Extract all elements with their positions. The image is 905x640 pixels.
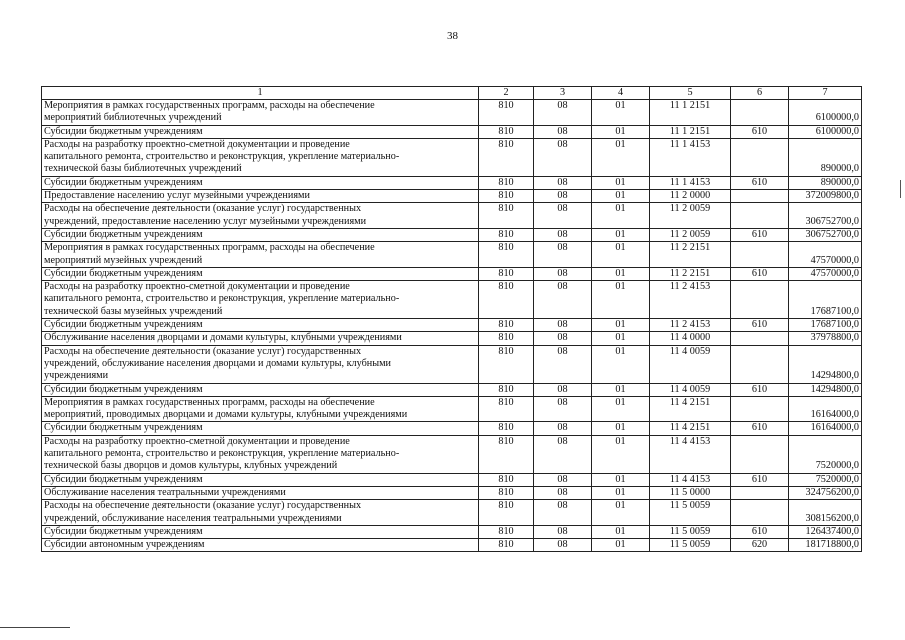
- page-number: 38: [447, 30, 458, 42]
- subsection-code-cell: 01: [592, 242, 650, 268]
- expense-name-cell: [42, 190, 479, 203]
- ministry-code-cell: 810: [479, 242, 534, 268]
- table-row: [42, 435, 862, 473]
- section-code-cell: 08: [534, 281, 592, 319]
- section-code-cell: 08: [534, 176, 592, 189]
- expense-name-line: учреждений, обслуживание населения театральными учреждениями: [44, 512, 342, 524]
- expense-name-cell: [42, 525, 479, 538]
- section-code-cell: 08: [534, 228, 592, 241]
- subsection-code-cell: 01: [592, 383, 650, 396]
- amount-cell: 7520000,0: [789, 435, 862, 473]
- ministry-code-cell: 810: [479, 473, 534, 486]
- table-row: [42, 176, 862, 189]
- table-row: [42, 422, 862, 435]
- expense-name-cell: [42, 332, 479, 345]
- table-row: [42, 345, 862, 383]
- expense-name-cell: [42, 435, 479, 473]
- target-article-cell: 11 2 0000: [650, 190, 731, 203]
- expense-name-line: Расходы на обеспечение деятельности (оказание услуг) государственных: [44, 500, 362, 512]
- ministry-code-cell: 810: [479, 396, 534, 422]
- amount-cell: 16164000,0: [789, 422, 862, 435]
- subsection-code-cell: 01: [592, 176, 650, 189]
- table-row: [42, 267, 862, 280]
- ministry-code-cell: 810: [479, 138, 534, 176]
- subsection-code-cell: 01: [592, 473, 650, 486]
- ministry-code-cell: 810: [479, 345, 534, 383]
- target-article-cell: 11 4 2151: [650, 422, 731, 435]
- expense-type-cell: [731, 332, 789, 345]
- ministry-code-cell: 810: [479, 100, 534, 126]
- expense-name-line: Предоставление населению услуг музейными учреждениями: [44, 190, 310, 202]
- amount-cell: 126437400,0: [789, 525, 862, 538]
- amount-cell: 372009800,0: [789, 190, 862, 203]
- expense-name-cell: [42, 242, 479, 268]
- target-article-cell: 11 1 4153: [650, 138, 731, 176]
- subsection-code-cell: 01: [592, 125, 650, 138]
- target-article-cell: 11 4 0059: [650, 345, 731, 383]
- expense-name-line: Мероприятия в рамках государственных программ, расходы на обеспечение: [44, 396, 375, 408]
- amount-cell: 6100000,0: [789, 100, 862, 126]
- target-article-cell: 11 5 0059: [650, 525, 731, 538]
- ministry-code-cell: 810: [479, 422, 534, 435]
- footnote-rule: [0, 627, 70, 628]
- header-cell-1: 1: [42, 87, 479, 100]
- subsection-code-cell: 01: [592, 203, 650, 229]
- expense-name-cell: [42, 125, 479, 138]
- section-code-cell: 08: [534, 203, 592, 229]
- ministry-code-cell: 810: [479, 435, 534, 473]
- subsection-code-cell: 01: [592, 345, 650, 383]
- expense-name-line: Расходы на обеспечение деятельности (оказание услуг) государственных: [44, 203, 362, 215]
- target-article-cell: 11 1 4153: [650, 176, 731, 189]
- budget-table: [41, 86, 862, 552]
- expense-name-cell: [42, 473, 479, 486]
- expense-type-cell: 610: [731, 125, 789, 138]
- amount-cell: 308156200,0: [789, 500, 862, 526]
- subsection-code-cell: 01: [592, 500, 650, 526]
- ministry-code-cell: 810: [479, 486, 534, 499]
- expense-name-line: капитального ремонта, строительство и реконструкция, укрепление материально-: [44, 448, 400, 460]
- target-article-cell: 11 1 2151: [650, 125, 731, 138]
- expense-type-cell: [731, 500, 789, 526]
- ministry-code-cell: 810: [479, 228, 534, 241]
- expense-name-line: Мероприятия в рамках государственных программ, расходы на обеспечение: [44, 242, 375, 254]
- expense-name-line: Субсидии бюджетным учреждениям: [44, 473, 203, 485]
- expense-type-cell: 620: [731, 539, 789, 552]
- expense-name-line: учреждениями: [44, 370, 109, 382]
- subsection-code-cell: 01: [592, 281, 650, 319]
- subsection-code-cell: 01: [592, 138, 650, 176]
- section-code-cell: 08: [534, 500, 592, 526]
- target-article-cell: 11 5 0000: [650, 486, 731, 499]
- expense-name-cell: [42, 500, 479, 526]
- expense-name-cell: [42, 396, 479, 422]
- subsection-code-cell: 01: [592, 435, 650, 473]
- ministry-code-cell: 810: [479, 190, 534, 203]
- expense-type-cell: 610: [731, 422, 789, 435]
- ministry-code-cell: 810: [479, 383, 534, 396]
- expense-name-line: мероприятий библиотечных учреждений: [44, 112, 222, 124]
- section-code-cell: 08: [534, 125, 592, 138]
- subsection-code-cell: 01: [592, 267, 650, 280]
- subsection-code-cell: 01: [592, 332, 650, 345]
- table-row: [42, 486, 862, 499]
- expense-name-line: Субсидии бюджетным учреждениям: [44, 525, 203, 537]
- expense-type-cell: [731, 396, 789, 422]
- subsection-code-cell: 01: [592, 319, 650, 332]
- expense-type-cell: 610: [731, 525, 789, 538]
- amount-cell: 17687100,0: [789, 319, 862, 332]
- target-article-cell: 11 1 2151: [650, 100, 731, 126]
- table-row: [42, 190, 862, 203]
- section-code-cell: 08: [534, 525, 592, 538]
- table-row: [42, 281, 862, 319]
- expense-type-cell: [731, 281, 789, 319]
- edge-mark: [900, 180, 901, 198]
- table-row: [42, 319, 862, 332]
- subsection-code-cell: 01: [592, 525, 650, 538]
- target-article-cell: 11 2 2151: [650, 242, 731, 268]
- amount-cell: 890000,0: [789, 138, 862, 176]
- header-row: [42, 87, 862, 100]
- section-code-cell: 08: [534, 539, 592, 552]
- ministry-code-cell: 810: [479, 176, 534, 189]
- expense-name-cell: [42, 100, 479, 126]
- header-cell-6: 6: [731, 87, 789, 100]
- amount-cell: 324756200,0: [789, 486, 862, 499]
- amount-cell: 7520000,0: [789, 473, 862, 486]
- expense-name-line: Обслуживание населения театральными учреждениями: [44, 486, 286, 498]
- expense-name-line: Субсидии бюджетным учреждениям: [44, 176, 203, 188]
- section-code-cell: 08: [534, 242, 592, 268]
- expense-type-cell: [731, 435, 789, 473]
- ministry-code-cell: 810: [479, 539, 534, 552]
- target-article-cell: 11 4 0059: [650, 383, 731, 396]
- expense-name-cell: [42, 176, 479, 189]
- ministry-code-cell: 810: [479, 125, 534, 138]
- table-body: [42, 100, 862, 552]
- expense-name-line: Расходы на разработку проектно-сметной документации и проведение: [44, 435, 350, 447]
- subsection-code-cell: 01: [592, 486, 650, 499]
- ministry-code-cell: 810: [479, 500, 534, 526]
- section-code-cell: 08: [534, 138, 592, 176]
- expense-name-line: учреждений, предоставление населению услуг музейными учреждениями: [44, 215, 367, 227]
- table-row: [42, 138, 862, 176]
- expense-name-line: Расходы на разработку проектно-сметной документации и проведение: [44, 281, 350, 293]
- expense-name-line: Расходы на разработку проектно-сметной документации и проведение: [44, 138, 350, 150]
- expense-type-cell: 610: [731, 176, 789, 189]
- expense-type-cell: [731, 203, 789, 229]
- expense-name-cell: [42, 203, 479, 229]
- table-row: [42, 203, 862, 229]
- expense-type-cell: [731, 345, 789, 383]
- expense-type-cell: [731, 190, 789, 203]
- section-code-cell: 08: [534, 100, 592, 126]
- expense-name-line: Субсидии бюджетным учреждениям: [44, 228, 203, 240]
- expense-name-line: Обслуживание населения дворцами и домами культуры, клубными учреждениями: [44, 332, 402, 344]
- subsection-code-cell: 01: [592, 422, 650, 435]
- table-header: [42, 87, 862, 100]
- amount-cell: 6100000,0: [789, 125, 862, 138]
- section-code-cell: 08: [534, 435, 592, 473]
- ministry-code-cell: 810: [479, 319, 534, 332]
- expense-type-cell: 610: [731, 473, 789, 486]
- target-article-cell: 11 4 4153: [650, 473, 731, 486]
- section-code-cell: 08: [534, 473, 592, 486]
- expense-name-line: Субсидии бюджетным учреждениям: [44, 267, 203, 279]
- expense-name-cell: [42, 228, 479, 241]
- target-article-cell: 11 5 0059: [650, 539, 731, 552]
- section-code-cell: 08: [534, 267, 592, 280]
- section-code-cell: 08: [534, 332, 592, 345]
- ministry-code-cell: 810: [479, 332, 534, 345]
- section-code-cell: 08: [534, 319, 592, 332]
- section-code-cell: 08: [534, 422, 592, 435]
- table-row: [42, 100, 862, 126]
- expense-type-cell: [731, 138, 789, 176]
- expense-name-line: мероприятий музейных учреждений: [44, 254, 203, 266]
- subsection-code-cell: 01: [592, 190, 650, 203]
- header-cell-5: 5: [650, 87, 731, 100]
- target-article-cell: 11 2 4153: [650, 281, 731, 319]
- header-cell-2: 2: [479, 87, 534, 100]
- header-cell-4: 4: [592, 87, 650, 100]
- expense-name-line: учреждений, обслуживание населения дворцами и домами культуры, клубными: [44, 357, 391, 369]
- table-row: [42, 473, 862, 486]
- expense-name-line: Субсидии бюджетным учреждениям: [44, 383, 203, 395]
- expense-name-cell: [42, 138, 479, 176]
- target-article-cell: 11 2 2151: [650, 267, 731, 280]
- expense-name-cell: [42, 539, 479, 552]
- section-code-cell: 08: [534, 396, 592, 422]
- expense-type-cell: 610: [731, 319, 789, 332]
- target-article-cell: 11 2 0059: [650, 228, 731, 241]
- subsection-code-cell: 01: [592, 228, 650, 241]
- target-article-cell: 11 5 0059: [650, 500, 731, 526]
- expense-name-line: Субсидии бюджетным учреждениям: [44, 125, 203, 137]
- expense-name-line: капитального ремонта, строительство и реконструкция, укрепление материально-: [44, 151, 400, 163]
- amount-cell: 37978800,0: [789, 332, 862, 345]
- expense-name-line: капитального ремонта, строительство и реконструкция, укрепление материально-: [44, 293, 400, 305]
- header-cell-3: 3: [534, 87, 592, 100]
- table-row: [42, 242, 862, 268]
- subsection-code-cell: 01: [592, 539, 650, 552]
- section-code-cell: 08: [534, 190, 592, 203]
- expense-name-cell: [42, 319, 479, 332]
- amount-cell: 17687100,0: [789, 281, 862, 319]
- expense-name-line: технической базы дворцов и домов культуры, клубных учреждений: [44, 460, 338, 472]
- target-article-cell: 11 4 2151: [650, 396, 731, 422]
- table-row: [42, 125, 862, 138]
- ministry-code-cell: 810: [479, 203, 534, 229]
- target-article-cell: 11 4 4153: [650, 435, 731, 473]
- expense-name-cell: [42, 345, 479, 383]
- amount-cell: 47570000,0: [789, 242, 862, 268]
- amount-cell: 14294800,0: [789, 383, 862, 396]
- amount-cell: 14294800,0: [789, 345, 862, 383]
- section-code-cell: 08: [534, 345, 592, 383]
- expense-type-cell: 610: [731, 383, 789, 396]
- table-row: [42, 383, 862, 396]
- ministry-code-cell: 810: [479, 281, 534, 319]
- expense-type-cell: [731, 486, 789, 499]
- expense-name-cell: [42, 422, 479, 435]
- table-row: [42, 539, 862, 552]
- header-cell-7: 7: [789, 87, 862, 100]
- expense-name-line: Расходы на обеспечение деятельности (оказание услуг) государственных: [44, 345, 362, 357]
- expense-name-line: Мероприятия в рамках государственных программ, расходы на обеспечение: [44, 100, 375, 111]
- expense-name-line: технической базы музейных учреждений: [44, 305, 223, 317]
- amount-cell: 306752700,0: [789, 228, 862, 241]
- ministry-code-cell: 810: [479, 525, 534, 538]
- expense-type-cell: [731, 242, 789, 268]
- expense-name-line: Субсидии бюджетным учреждениям: [44, 319, 203, 331]
- target-article-cell: 11 2 4153: [650, 319, 731, 332]
- section-code-cell: 08: [534, 383, 592, 396]
- amount-cell: 47570000,0: [789, 267, 862, 280]
- ministry-code-cell: 810: [479, 267, 534, 280]
- expense-type-cell: 610: [731, 267, 789, 280]
- table-row: [42, 525, 862, 538]
- subsection-code-cell: 01: [592, 100, 650, 126]
- expense-name-line: мероприятий, проводимых дворцами и домами культуры, клубными учреждениями: [44, 409, 408, 421]
- subsection-code-cell: 01: [592, 396, 650, 422]
- amount-cell: 181718800,0: [789, 539, 862, 552]
- expense-name-cell: [42, 383, 479, 396]
- expense-name-cell: [42, 267, 479, 280]
- target-article-cell: 11 4 0000: [650, 332, 731, 345]
- expense-name-line: Субсидии бюджетным учреждениям: [44, 422, 203, 434]
- amount-cell: 306752700,0: [789, 203, 862, 229]
- table-row: [42, 396, 862, 422]
- expense-name-cell: [42, 281, 479, 319]
- expense-type-cell: [731, 100, 789, 126]
- expense-name-cell: [42, 486, 479, 499]
- section-code-cell: 08: [534, 486, 592, 499]
- amount-cell: 890000,0: [789, 176, 862, 189]
- expense-name-line: Субсидии автономным учреждениям: [44, 539, 205, 551]
- table-row: [42, 228, 862, 241]
- target-article-cell: 11 2 0059: [650, 203, 731, 229]
- amount-cell: 16164000,0: [789, 396, 862, 422]
- expense-name-line: технической базы библиотечных учреждений: [44, 163, 242, 175]
- table-row: [42, 332, 862, 345]
- table-row: [42, 500, 862, 526]
- expense-type-cell: 610: [731, 228, 789, 241]
